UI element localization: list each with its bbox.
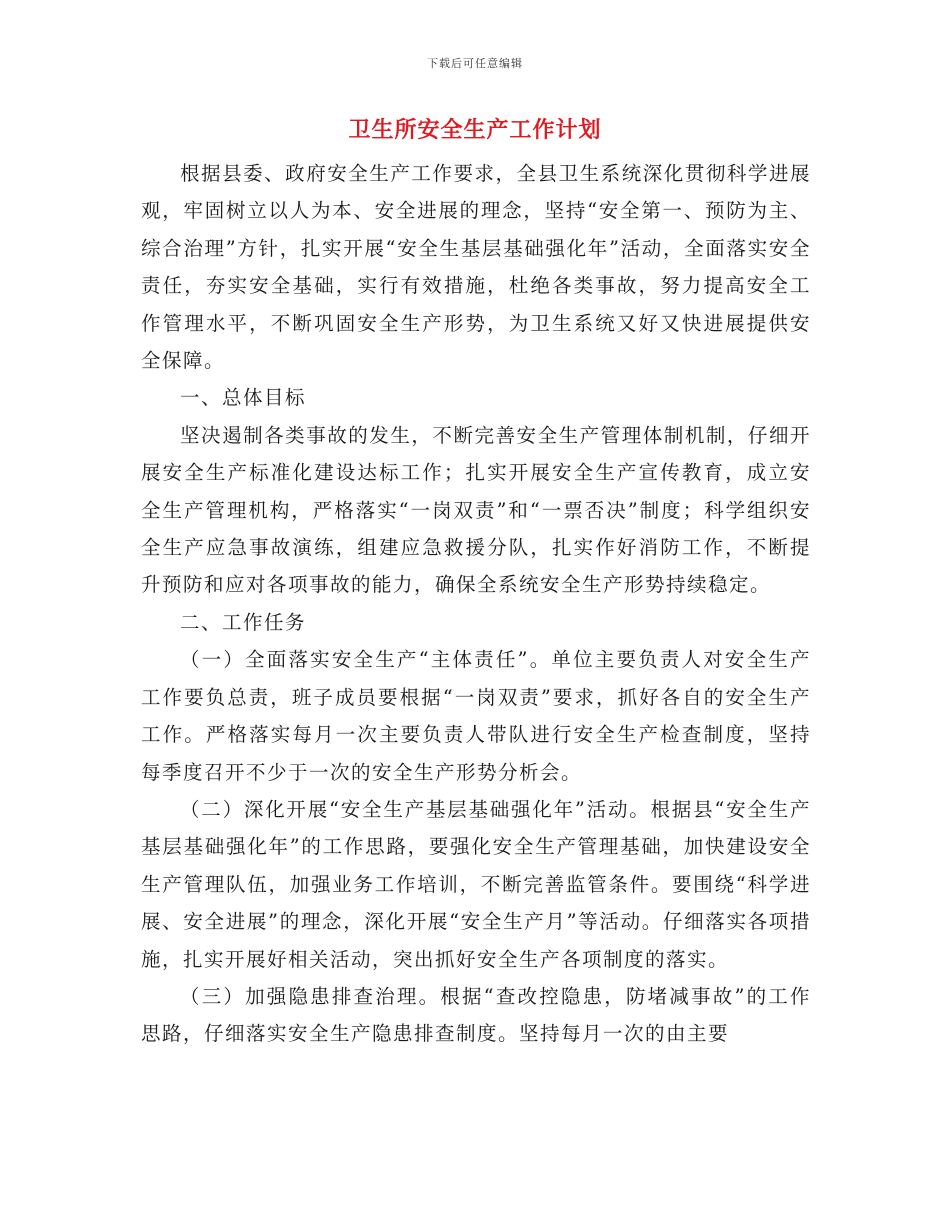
task-paragraph-1: （一）全面落实安全生产“主体责任”。单位主要负责人对安全生产工作要负总责，班子成员要根据“一岗双责”要求，抓好各自的安全生产工作。严格落实每月一次主要负责人带队进行安全生产检查制度，坚持每季度召开不少于一次的安全生产形势分析会。 [141, 648, 811, 784]
section-heading-goals: 一、总体目标 [180, 386, 307, 410]
header-note: 下载后可任意编辑 [427, 57, 523, 70]
section-heading-tasks: 二、工作任务 [180, 610, 307, 634]
intro-paragraph: 根据县委、政府安全生产工作要求，全县卫生系统深化贯彻科学进展观，牢固树立以人为本、安全进展的理念，坚持“安全第一、预防为主、综合治理”方针，扎实开展“安全生基层基础强化年”活动，全面落实安全责任，夯实安全基础，实行有效措施，杜绝各类事故，努力提高安全工作管理水平，不断巩固安全生产形势，为卫生系统又好又快进展提供安全保障。 [141, 162, 811, 373]
goals-paragraph: 坚决遏制各类事故的发生，不断完善安全生产管理体制机制，仔细开展安全生产标准化建设达标工作；扎实开展安全生产宣传教育，成立安全生产管理机构，严格落实“一岗双责”和“一票否决”制度；科学组织安全生产应急事故演练，组建应急救援分队，扎实作好消防工作，不断提升预防和应对各项事故的能力，确保全系统安全生产形势持续稳定。 [141, 423, 811, 597]
task-paragraph-2: （二）深化开展“安全生产基层基础强化年”活动。根据县“安全生产基层基础强化年”的工作思路，要强化安全生产管理基础，加快建设安全生产管理队伍，加强业务工作培训，不断完善监管条件。要围绕“科学进展、安全进展”的理念，深化开展“安全生产月”等活动。仔细落实各项措施，扎实开展好相关活动，突出抓好安全生产各项制度的落实。 [141, 797, 811, 971]
document-body [141, 155, 811, 1053]
task-paragraph-3: （三）加强隐患排查治理。根据“查改控隐患，防堵减事故”的工作思路，仔细落实安全生产隐患排查制度。坚持每月一次的由主要 [141, 984, 811, 1046]
document-title: 卫生所安全生产工作计划 [348, 117, 602, 143]
